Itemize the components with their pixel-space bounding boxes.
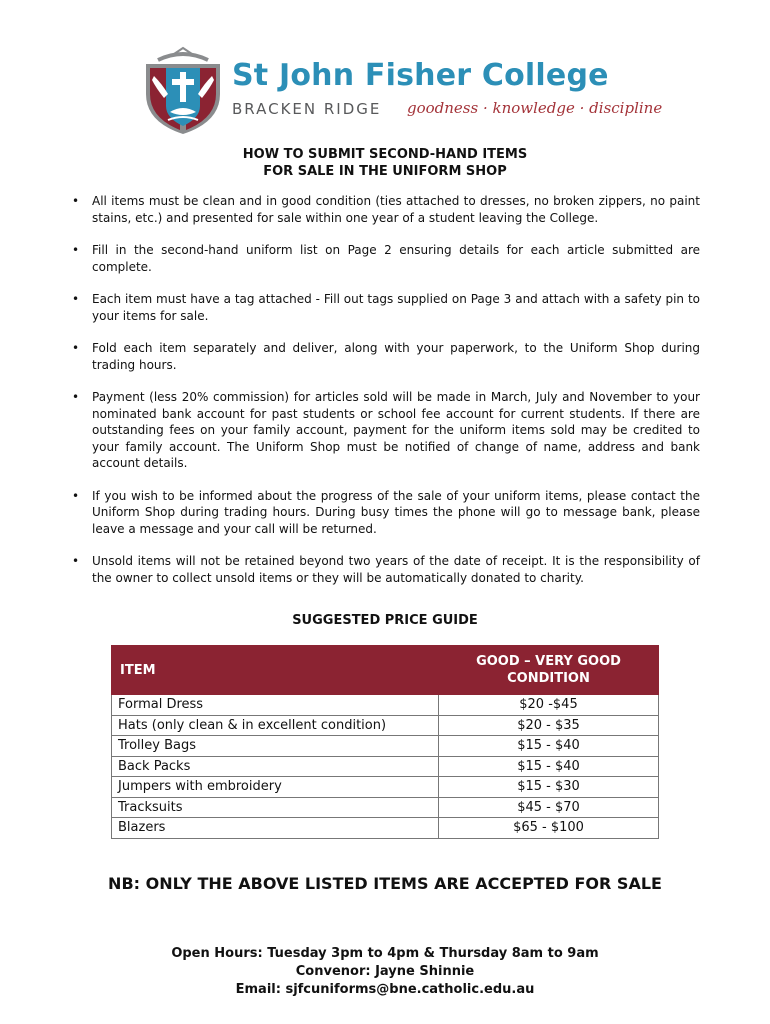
open-hours: Open Hours: Tuesday 3pm to 4pm & Thursday 8am to 9am bbox=[171, 946, 599, 961]
instruction-item bbox=[72, 291, 700, 324]
instruction-item bbox=[72, 242, 700, 275]
condition-header-line-1: GOOD – VERY GOOD bbox=[476, 654, 621, 669]
instruction-item bbox=[72, 488, 700, 538]
table-row bbox=[112, 818, 659, 839]
instruction-text: Unsold items will not be retained beyond two years of the date of receipt. It is the responsibility of the owner to collect unsold items or they will be automatically donated to charity. bbox=[92, 554, 700, 585]
college-motto: goodness · knowledge · discipline bbox=[407, 99, 663, 117]
instruction-text: Fold each item separately and deliver, along with your paperwork, to the Uniform Shop during trading hours. bbox=[92, 341, 700, 372]
item-cell: Hats (only clean & in excellent condition) bbox=[112, 715, 439, 736]
item-cell: Blazers bbox=[112, 818, 439, 839]
instruction-text: If you wish to be informed about the progress of the sale of your uniform items, please contact the Uniform Shop during trading hours. During busy times the phone will go to message bank, please leave a message and your call will be returned. bbox=[92, 488, 700, 536]
price-cell: $45 - $70 bbox=[439, 797, 659, 818]
instruction-item bbox=[72, 340, 700, 373]
instruction-text: Fill in the second-hand uniform list on Page 2 ensuring details for each article submitted are complete. bbox=[92, 243, 700, 274]
bullet-icon: • bbox=[72, 390, 80, 404]
title-line-1: HOW TO SUBMIT SECOND-HAND ITEMS bbox=[242, 147, 528, 162]
table-row bbox=[112, 736, 659, 757]
instruction-text: Each item must have a tag attached - Fill out tags supplied on Page 3 and attach with a safety pin to your items for sale. bbox=[92, 292, 700, 323]
college-logo bbox=[140, 40, 663, 140]
instruction-text: Payment (less 20% commission) for articles sold will be made in March, July and November to your nominated bank account for past students or school fee account for current students. If there are outstanding fees on your family account, payment for the uniform items sold may be credited to your family account. The Uniform Shop must be notified of change of name, address and bank account details. bbox=[92, 390, 700, 470]
item-cell: Trolley Bags bbox=[112, 736, 439, 757]
item-column-header: ITEM bbox=[112, 646, 439, 695]
item-cell: Jumpers with embroidery bbox=[112, 777, 439, 798]
instruction-item bbox=[72, 193, 700, 226]
price-cell: $15 - $40 bbox=[439, 736, 659, 757]
price-cell: $15 - $40 bbox=[439, 756, 659, 777]
item-cell: Formal Dress bbox=[112, 695, 439, 716]
convenor: Convenor: Jayne Shinnie bbox=[295, 964, 475, 979]
instruction-item bbox=[72, 389, 700, 472]
bullet-icon: • bbox=[72, 194, 80, 208]
title-line-2: FOR SALE IN THE UNIFORM SHOP bbox=[263, 164, 507, 179]
bullet-icon: • bbox=[72, 341, 80, 355]
item-cell: Back Packs bbox=[112, 756, 439, 777]
item-cell: Tracksuits bbox=[112, 797, 439, 818]
table-header-row bbox=[112, 646, 659, 695]
page-title bbox=[0, 146, 770, 180]
price-cell: $65 - $100 bbox=[439, 818, 659, 839]
condition-column-header bbox=[439, 646, 659, 695]
table-row bbox=[112, 797, 659, 818]
table-row bbox=[112, 756, 659, 777]
price-cell: $20 -$45 bbox=[439, 695, 659, 716]
accepted-items-note: NB: ONLY THE ABOVE LISTED ITEMS ARE ACCEPTED FOR SALE bbox=[108, 874, 662, 893]
instructions-list bbox=[72, 193, 700, 602]
contact-footer bbox=[0, 945, 770, 999]
price-guide-title: SUGGESTED PRICE GUIDE bbox=[292, 613, 478, 628]
college-suburb: BRACKEN RIDGE bbox=[232, 100, 382, 118]
bullet-icon: • bbox=[72, 488, 80, 503]
table-row bbox=[112, 695, 659, 716]
contact-email: Email: sjfcuniforms@bne.catholic.edu.au bbox=[235, 982, 535, 997]
price-cell: $20 - $35 bbox=[439, 715, 659, 736]
instruction-text: All items must be clean and in good condition (ties attached to dresses, no broken zippers, no paint stains, etc.) and presented for sale within one year of a student leaving the College. bbox=[92, 194, 700, 225]
table-row bbox=[112, 777, 659, 798]
price-cell: $15 - $30 bbox=[439, 777, 659, 798]
bullet-icon: • bbox=[72, 243, 80, 257]
college-name: St John Fisher College bbox=[232, 58, 609, 93]
college-crest-icon bbox=[140, 46, 226, 136]
bullet-icon: • bbox=[72, 292, 80, 306]
bullet-icon: • bbox=[72, 554, 80, 568]
condition-header-line-2: CONDITION bbox=[507, 671, 590, 686]
price-guide-table bbox=[111, 645, 659, 839]
table-row bbox=[112, 715, 659, 736]
instruction-item bbox=[72, 553, 700, 586]
